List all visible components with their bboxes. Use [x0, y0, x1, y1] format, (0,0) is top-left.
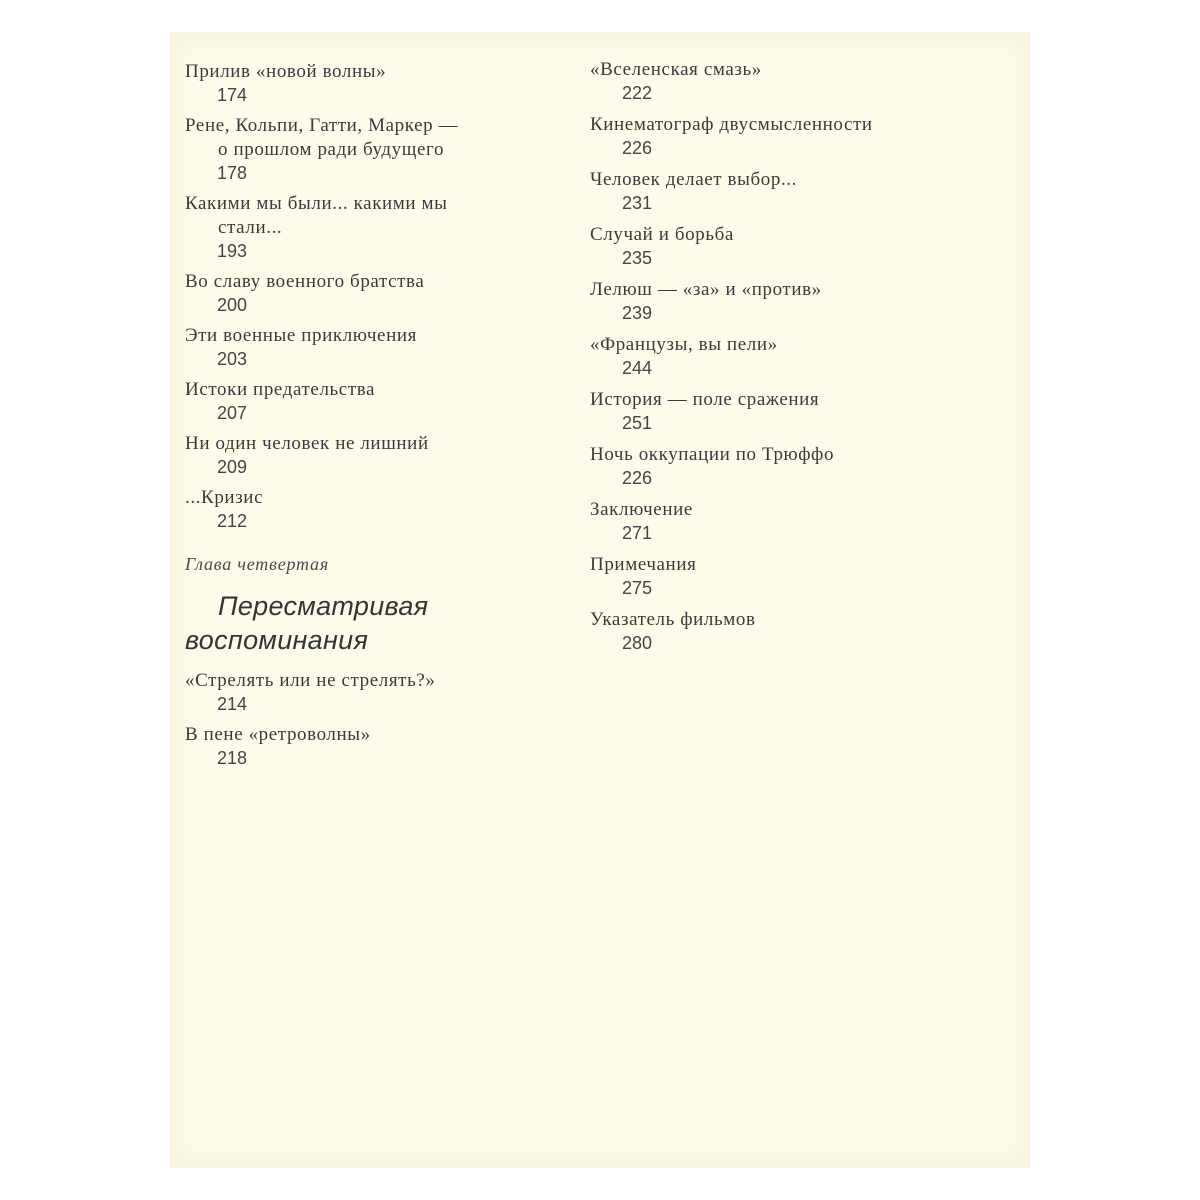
toc-entry-title-line: Указатель фильмов [590, 609, 756, 630]
toc-entry-page-number: 203 [217, 349, 248, 369]
toc-entry-title [590, 553, 990, 577]
toc-entry-title-line: ...Кризис [185, 487, 264, 508]
toc-entry [185, 486, 545, 532]
toc-entry-title [185, 486, 545, 510]
toc-entry-page-number: 207 [217, 403, 248, 423]
toc-entry-title [185, 723, 545, 747]
toc-entry [590, 58, 990, 104]
toc-entry [590, 608, 990, 654]
toc-entry-page-number: 226 [622, 138, 653, 158]
toc-entry [590, 333, 990, 379]
toc-entry [185, 270, 545, 316]
toc-entry-title [185, 432, 545, 456]
toc-entry-title-line: Какими мы были... какими мы [185, 193, 448, 214]
toc-entry-page-number: 209 [217, 457, 248, 477]
toc-entry-page-number: 251 [622, 413, 653, 433]
toc-entry [185, 669, 545, 715]
toc-entry-title [590, 608, 990, 632]
toc-entry [590, 168, 990, 214]
toc-entry [185, 324, 545, 370]
toc-entry-title-line: Истоки предательства [185, 379, 376, 400]
toc-entry-page-number: 178 [217, 163, 248, 183]
toc-entry-title-line: История — поле сражения [590, 389, 820, 410]
toc-entry-title [590, 388, 990, 412]
chapter-title-line: воспоминания [185, 625, 369, 655]
toc-entry-title [185, 378, 545, 402]
toc-entry-page-number: 212 [217, 511, 248, 531]
toc-entry [590, 388, 990, 434]
toc-entry [590, 278, 990, 324]
toc-entry-title [185, 192, 545, 240]
toc-entries-right [590, 58, 990, 654]
toc-entry-title [185, 114, 545, 162]
toc-entry [185, 192, 545, 262]
toc-entry-title [185, 324, 545, 348]
toc-entry-title-line: Рене, Кольпи, Гатти, Маркер — [185, 115, 459, 136]
toc-entry-title-line: Примечания [590, 554, 697, 575]
toc-entry [590, 443, 990, 489]
toc-entry [590, 498, 990, 544]
toc-entry [590, 113, 990, 159]
toc-entry-title-line: Во славу военного братства [185, 271, 425, 292]
toc-entry-title-line: «Вселенская смазь» [590, 59, 762, 80]
toc-entry [185, 723, 545, 769]
toc-entry-title [185, 669, 545, 693]
toc-entry-page-number: 235 [622, 248, 653, 268]
toc-entry-page-number: 275 [622, 578, 653, 598]
chapter-title-line: Пересматривая [218, 591, 429, 621]
toc-entry-title-line: В пене «ретроволны» [185, 724, 371, 745]
toc-entry-page-number: 200 [217, 295, 248, 315]
toc-entry-title [590, 58, 990, 82]
toc-entry-title [185, 270, 545, 294]
toc-entry-page-number: 222 [622, 83, 653, 103]
toc-entry-title-line: «Стрелять или не стрелять?» [185, 670, 436, 691]
toc-entry-title [590, 168, 990, 192]
toc-entry-page-number: 231 [622, 193, 653, 213]
toc-entry-page-number: 239 [622, 303, 653, 323]
toc-entry [185, 432, 545, 478]
toc-entry-title [590, 113, 990, 137]
toc-entry-title-line: Эти военные приключения [185, 325, 417, 346]
toc-entry-title-line: «Французы, вы пели» [590, 334, 778, 355]
toc-entries-after [185, 669, 545, 769]
toc-entry-title-line: Кинематограф двусмысленности [590, 114, 873, 135]
toc-entry [590, 553, 990, 599]
toc-entry-title [185, 60, 545, 84]
toc-entry [185, 60, 545, 106]
toc-entry-title-line: стали... [218, 217, 283, 238]
toc-entry-page-number: 218 [217, 748, 248, 768]
toc-entry-title [590, 498, 990, 522]
toc-entry [185, 378, 545, 424]
toc-entry-page-number: 280 [622, 633, 653, 653]
toc-entry-page-number: 244 [622, 358, 653, 378]
book-page [170, 32, 1030, 1168]
toc-entry [185, 114, 545, 184]
toc-entry-title-line: Ни один человек не лишний [185, 433, 429, 454]
toc-entry-title-line: Прилив «новой волны» [185, 61, 387, 82]
toc-entry-title [590, 223, 990, 247]
toc-entry-title-line: о прошлом ради будущего [218, 139, 445, 160]
toc-entry-page-number: 193 [217, 241, 248, 261]
toc-entry [590, 223, 990, 269]
toc-entry-page-number: 214 [217, 694, 248, 714]
toc-entry-title-line: Лелюш — «за» и «против» [590, 279, 822, 300]
toc-entry-title [590, 278, 990, 302]
toc-entry-title-line: Заключение [590, 499, 693, 520]
toc-left-column [185, 60, 545, 777]
toc-entry-page-number: 226 [622, 468, 653, 488]
toc-entries-before [185, 60, 545, 532]
toc-entry-title [590, 333, 990, 357]
toc-entry-page-number: 271 [622, 523, 653, 543]
toc-entry-title-line: Человек делает выбор... [590, 169, 797, 190]
chapter-label: Глава четвертая [185, 554, 330, 574]
toc-entry-title-line: Случай и борьба [590, 224, 734, 245]
toc-entry-title [590, 443, 990, 467]
chapter-title [185, 589, 545, 657]
toc-entry-page-number: 174 [217, 85, 248, 105]
toc-entry-title-line: Ночь оккупации по Трюффо [590, 444, 835, 465]
toc-right-column [590, 58, 990, 663]
